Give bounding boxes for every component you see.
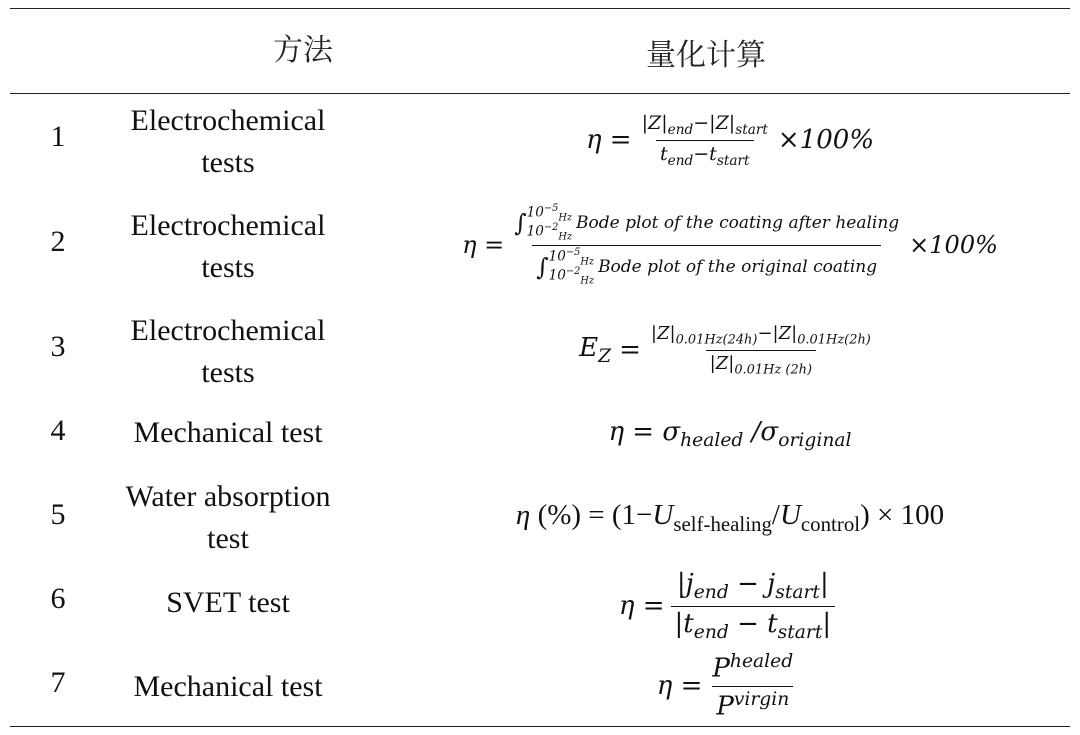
- fraction: $\frac{P^{healed}}{P^{virgin}}$: [712, 650, 794, 722]
- formula-7: [390, 648, 1070, 724]
- row-method: SVET test: [166, 586, 290, 619]
- row-method: [110, 310, 346, 394]
- formula-tail: ×100%: [909, 231, 998, 259]
- row-method: [110, 476, 346, 560]
- row-number: 2: [50, 225, 66, 258]
- method-line: Electrochemical: [130, 209, 326, 242]
- formula-lhs: η =: [618, 591, 665, 621]
- formula-lhs: η =: [585, 125, 632, 155]
- formula-lhs: η =: [462, 231, 505, 259]
- formula-lhs: η =: [656, 671, 703, 701]
- method-line: tests: [201, 146, 255, 179]
- formula-lhs: $E_Z$: [579, 332, 612, 368]
- row-number: 7: [50, 666, 66, 699]
- header-calculation: 量化计算: [646, 38, 766, 73]
- row-number: 5: [50, 498, 66, 531]
- formula-2: [390, 187, 1070, 303]
- fraction: $\frac{|Z|_{end}-|Z|_{start}}{t_{end}-t_{start}}$: [641, 111, 768, 169]
- formula-4: $\eta = \sigma_{healed}$ $/\sigma_{original}$: [608, 416, 852, 452]
- fraction: $\frac{|j_{end} - j_{start}|}{|t_{end} - t_{start}|}$: [671, 569, 836, 642]
- row-method: Mechanical test: [133, 670, 323, 703]
- row-method: [110, 205, 346, 289]
- method-line: tests: [201, 356, 255, 389]
- method-line: Electrochemical: [130, 104, 326, 137]
- formula-eq: =: [619, 335, 641, 365]
- row-number: 3: [50, 330, 66, 363]
- table-row: [10, 203, 1070, 287]
- header-method: 方法: [273, 33, 333, 68]
- table-row: [10, 412, 1070, 456]
- table-row: [10, 476, 1070, 560]
- row-number: 1: [50, 120, 66, 153]
- table-row: [10, 100, 1070, 180]
- formula-1: [390, 106, 1070, 174]
- method-line: test: [207, 522, 249, 555]
- row-method: [110, 100, 346, 184]
- row-number: 6: [50, 582, 66, 615]
- formula-3: [390, 314, 1070, 386]
- method-line: Water absorption: [125, 480, 331, 513]
- formula-5: η (%) = $(1-U_{self-healing}/U_{control}) \times 100$: [515, 499, 945, 536]
- formula-6: [390, 568, 1070, 644]
- table-row: [10, 648, 1070, 724]
- method-line: tests: [201, 251, 255, 284]
- row-method: Mechanical test: [133, 416, 323, 449]
- fraction: ∫ $10^{-5}_{Hz}$ $10^{-2}_{Hz}$ Bode plot of the coating after healing ∫ $10^{-5}_{Hz}$ $10^{-2}_{Hz}$ Bode plot of the original coating: [514, 203, 900, 286]
- method-line: Electrochemical: [130, 314, 326, 347]
- formula-tail: ×100%: [777, 125, 875, 155]
- table-top-rule: [10, 8, 1070, 9]
- table-bottom-rule: [10, 726, 1070, 727]
- table-row: [10, 308, 1070, 392]
- table-row: [10, 568, 1070, 643]
- table-header-rule: [10, 93, 1070, 94]
- fraction: $\frac{|Z|_{0.01Hz(24h)}-|Z|_{0.01Hz(2h)}}{|Z|_{0.01Hz (2h)}}$: [650, 322, 871, 378]
- row-number: 4: [50, 414, 66, 447]
